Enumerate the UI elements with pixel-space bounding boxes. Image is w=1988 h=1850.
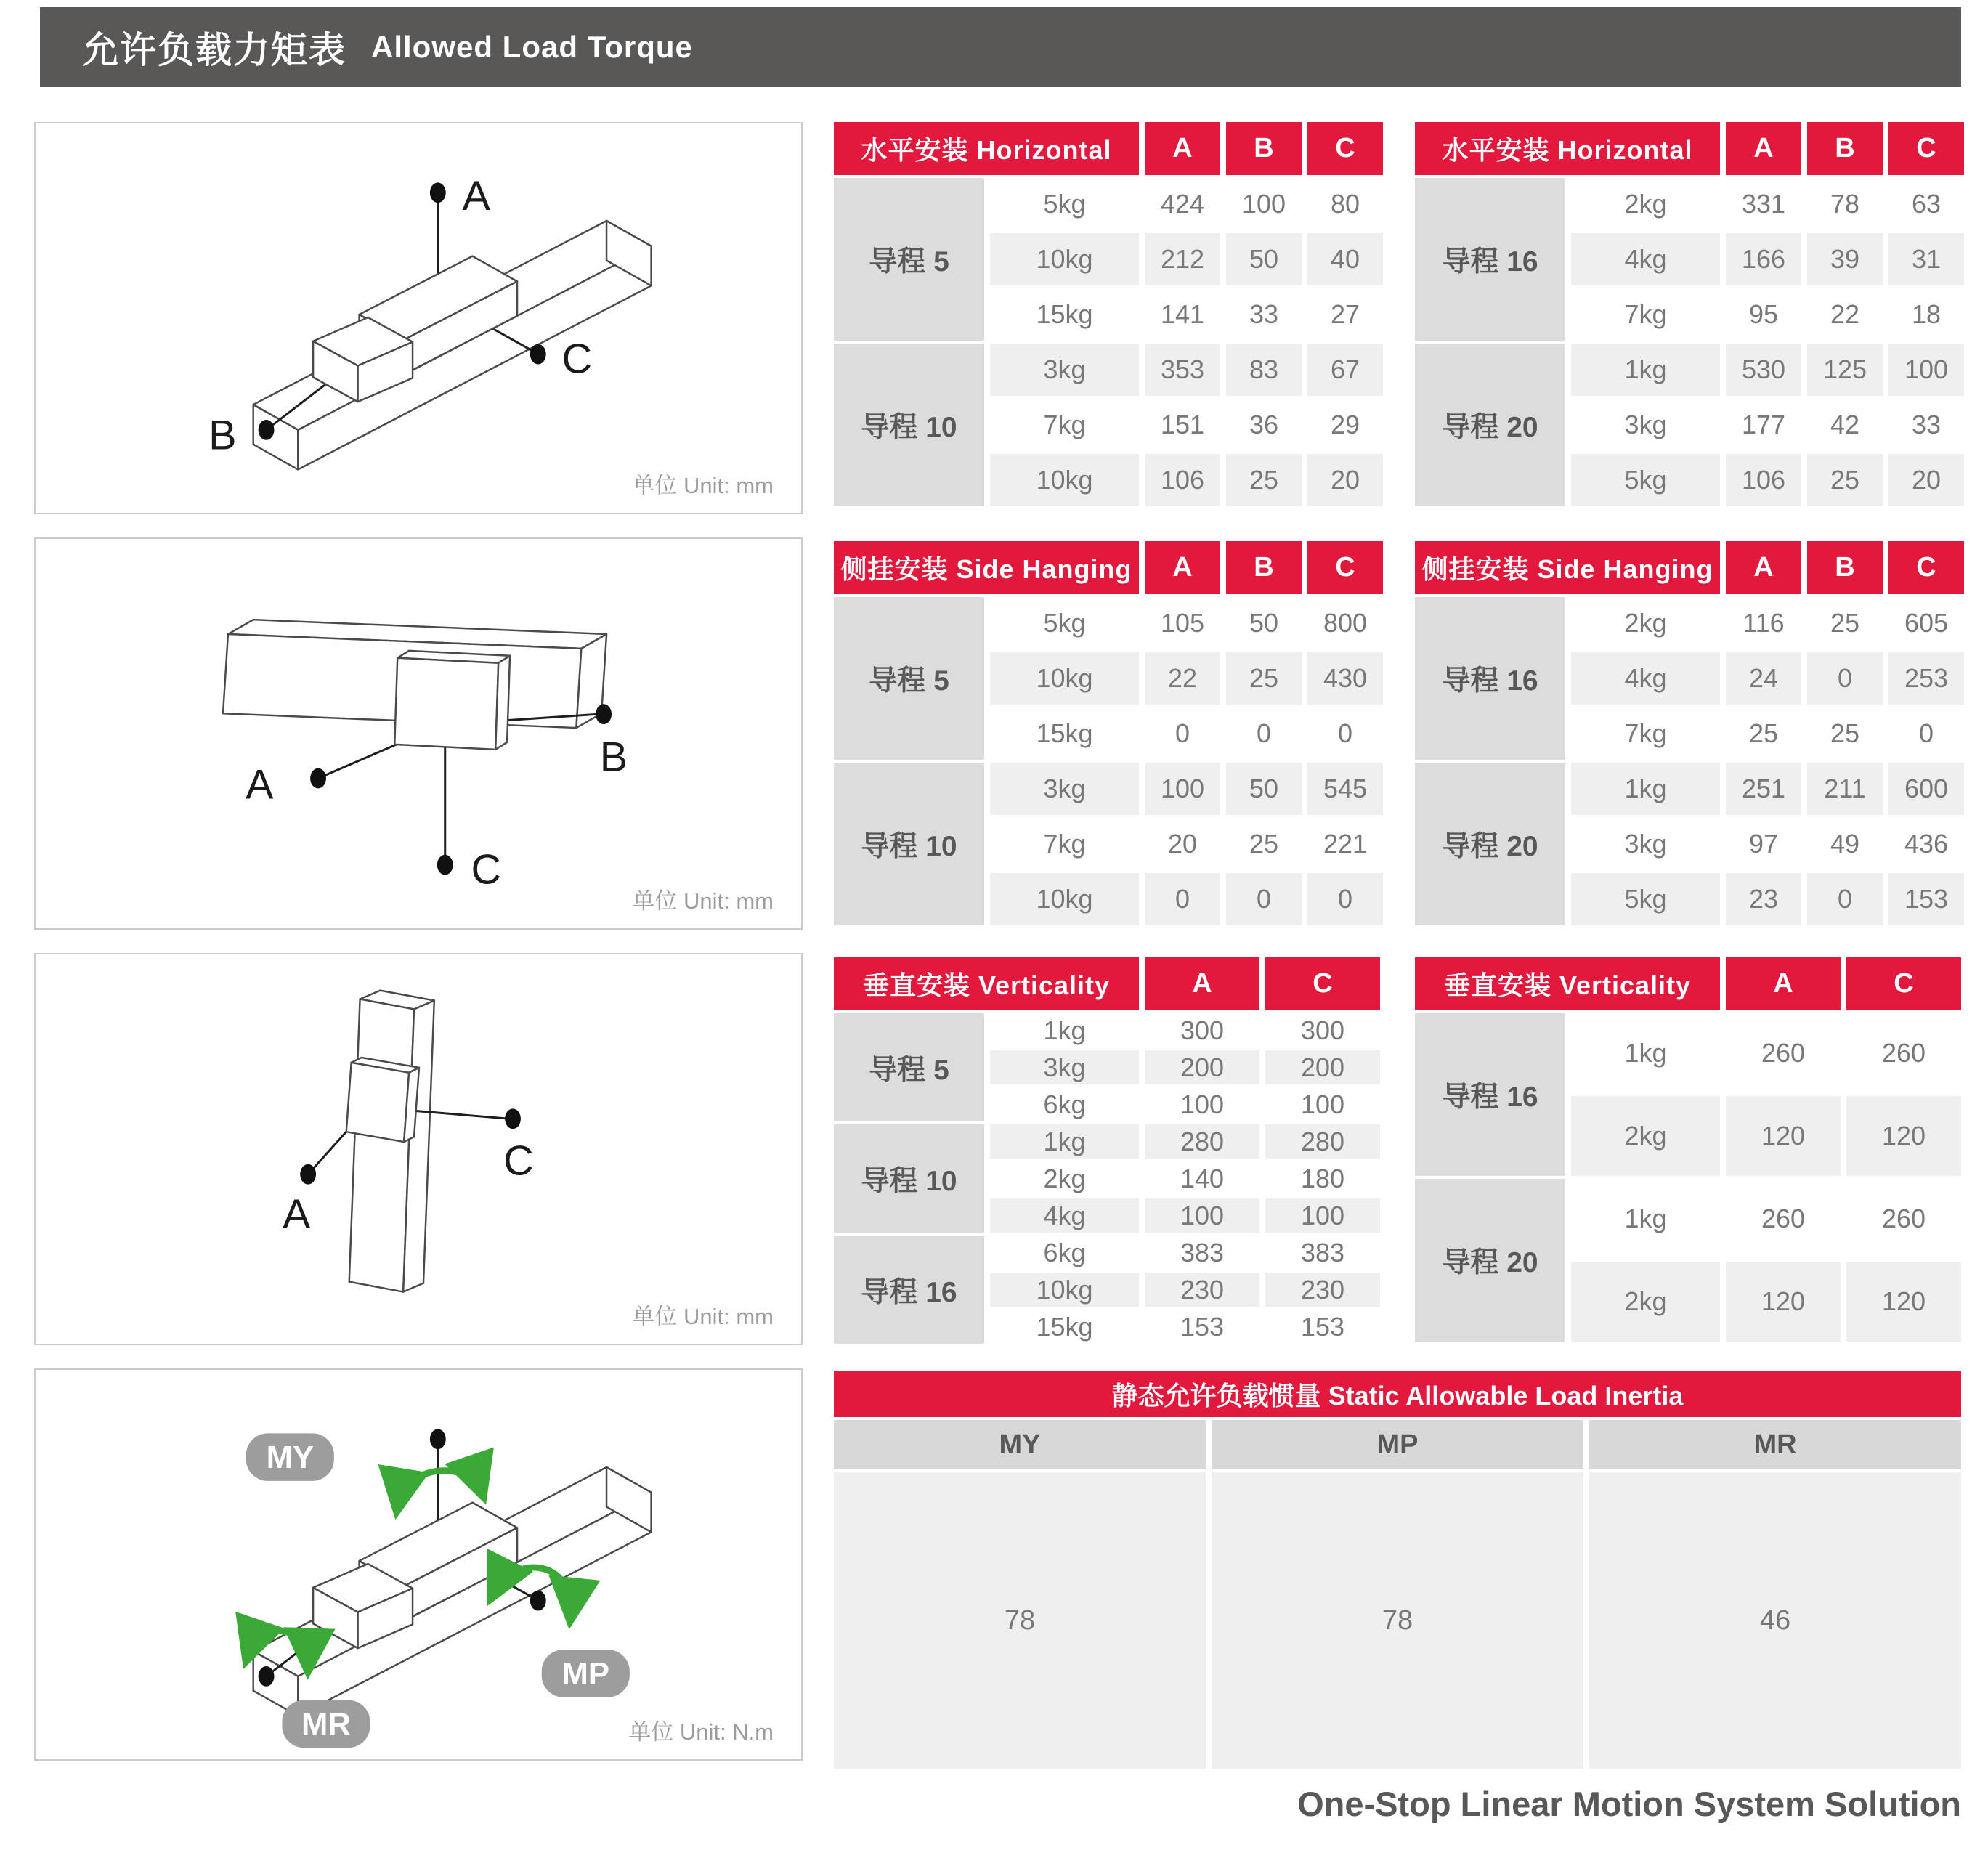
- torque-value-cell: 383: [1145, 1236, 1259, 1270]
- load-mass-cell: 15kg: [990, 1310, 1139, 1344]
- lead-group-cell: 导程 16: [834, 1236, 984, 1344]
- mp-axis-dot: [530, 1591, 546, 1611]
- torque-value-cell: 116: [1726, 597, 1801, 649]
- torque-value-cell: 800: [1307, 597, 1383, 649]
- torque-value-cell: 153: [1888, 873, 1964, 925]
- torque-value-cell: 100: [1145, 1087, 1259, 1121]
- axis-c-dot: [530, 344, 546, 365]
- torque-value-cell: 141: [1145, 288, 1220, 341]
- torque-value-cell: 230: [1145, 1273, 1259, 1307]
- torque-value-cell: 530: [1726, 344, 1801, 396]
- torque-value-cell: 436: [1888, 818, 1964, 870]
- torque-value-cell: 20: [1888, 454, 1964, 506]
- lead-group-cell: 导程 20: [1415, 344, 1565, 506]
- torque-value-cell: 300: [1145, 1013, 1259, 1047]
- torque-value-cell: 25: [1807, 454, 1883, 506]
- unit-caption: 单位 Unit: mm: [632, 888, 774, 914]
- torque-value-cell: 0: [1145, 873, 1220, 925]
- axis-a-label: A: [246, 761, 274, 808]
- page-title-zh: 允许负载力矩表: [82, 30, 346, 70]
- torque-value-cell: 260: [1846, 1179, 1961, 1259]
- torque-value-cell: 260: [1846, 1013, 1961, 1093]
- torque-value-cell: 83: [1226, 344, 1302, 396]
- torque-value-cell: 251: [1726, 763, 1801, 815]
- load-mass-cell: 5kg: [1571, 454, 1720, 506]
- torque-value-cell: 0: [1307, 873, 1383, 925]
- side-hanging-drawing: [36, 539, 801, 928]
- load-mass-cell: 10kg: [990, 233, 1139, 285]
- load-mass-cell: 5kg: [990, 178, 1139, 230]
- torque-value-cell: 67: [1307, 344, 1383, 396]
- unit-caption: 单位 Unit: N.m: [628, 1719, 774, 1745]
- column-header-a: A: [1726, 541, 1801, 594]
- torque-value-cell: 50: [1226, 763, 1302, 815]
- torque-value-cell: 25: [1807, 707, 1883, 760]
- torque-value-cell: 100: [1226, 178, 1302, 230]
- load-mass-cell: 6kg: [990, 1087, 1139, 1121]
- torque-value-cell: 78: [1807, 178, 1883, 230]
- column-header-c: C: [1307, 122, 1383, 175]
- load-mass-cell: 3kg: [1571, 818, 1720, 870]
- column-header-b: B: [1807, 122, 1883, 175]
- torque-value-cell: 221: [1307, 818, 1383, 870]
- load-mass-cell: 1kg: [1571, 763, 1720, 815]
- load-mass-cell: 7kg: [1571, 707, 1720, 760]
- torque-value-cell: 25: [1226, 652, 1302, 705]
- torque-value-cell: 36: [1226, 399, 1302, 451]
- torque-value-cell: 22: [1145, 652, 1220, 705]
- column-header-c: C: [1846, 957, 1961, 1010]
- table-verticality-lead16-20: [1415, 957, 1961, 1342]
- axis-b-dot: [596, 704, 612, 724]
- torque-value-cell: 383: [1265, 1236, 1380, 1270]
- torque-value-cell: 33: [1226, 288, 1302, 341]
- torque-value-cell: 100: [1145, 763, 1220, 815]
- lead-group-cell: 导程 20: [1415, 1179, 1565, 1342]
- torque-value-cell: 200: [1265, 1050, 1380, 1084]
- load-mass-cell: 10kg: [990, 1273, 1139, 1307]
- torque-value-cell: 260: [1726, 1013, 1841, 1093]
- torque-value-cell: 50: [1226, 233, 1302, 285]
- axis-a-dot: [300, 1164, 316, 1185]
- torque-value-cell: 0: [1226, 707, 1302, 760]
- torque-value-cell: 27: [1307, 288, 1383, 341]
- axis-c-dot: [505, 1108, 521, 1129]
- torque-value-cell: 0: [1307, 707, 1383, 760]
- torque-value-cell: 253: [1888, 652, 1964, 705]
- lead-group-cell: 导程 10: [834, 763, 984, 925]
- torque-value-cell: 25: [1726, 707, 1801, 760]
- load-mass-cell: 1kg: [990, 1124, 1139, 1159]
- torque-value-cell: 22: [1807, 288, 1883, 341]
- my-badge: MY: [266, 1439, 315, 1475]
- inertia-value-my: 78: [834, 1472, 1206, 1769]
- load-mass-cell: 7kg: [990, 818, 1139, 870]
- table-side-hanging-lead5-10: [834, 541, 1383, 925]
- torque-value-cell: 151: [1145, 399, 1220, 451]
- load-mass-cell: 4kg: [990, 1198, 1139, 1233]
- torque-value-cell: 63: [1888, 178, 1964, 230]
- table-horizontal-lead5-10: [834, 122, 1383, 506]
- horizontal-mount-drawing: [36, 123, 801, 513]
- load-mass-cell: 1kg: [1571, 1179, 1720, 1259]
- load-mass-cell: 15kg: [990, 288, 1139, 341]
- axis-a-dot: [310, 768, 326, 789]
- mr-axis-dot: [259, 1666, 275, 1687]
- torque-value-cell: 20: [1145, 818, 1220, 870]
- torque-value-cell: 95: [1726, 288, 1801, 341]
- torque-value-cell: 39: [1807, 233, 1883, 285]
- load-mass-cell: 1kg: [1571, 344, 1720, 396]
- torque-value-cell: 600: [1888, 763, 1964, 815]
- torque-value-cell: 153: [1265, 1310, 1380, 1344]
- torque-value-cell: 211: [1807, 763, 1883, 815]
- torque-value-cell: 0: [1807, 652, 1883, 705]
- load-mass-cell: 7kg: [990, 399, 1139, 451]
- table-title: 静态允许负载惯量 Static Allowable Load Inertia: [834, 1371, 1961, 1417]
- lead-group-cell: 导程 5: [834, 597, 984, 760]
- table-static-load-inertia: [834, 1371, 1961, 1769]
- load-mass-cell: 2kg: [1571, 178, 1720, 230]
- torque-value-cell: 50: [1226, 597, 1302, 649]
- diagram-side-hanging-mount: [34, 537, 803, 930]
- torque-value-cell: 29: [1307, 399, 1383, 451]
- moment-axes-drawing: [36, 1370, 801, 1759]
- diagram-moment-axes: [34, 1368, 803, 1761]
- torque-value-cell: 212: [1145, 233, 1220, 285]
- torque-value-cell: 0: [1888, 707, 1964, 760]
- load-mass-cell: 4kg: [1571, 652, 1720, 705]
- torque-value-cell: 430: [1307, 652, 1383, 705]
- load-mass-cell: 3kg: [990, 344, 1139, 396]
- load-mass-cell: 10kg: [990, 652, 1139, 705]
- load-mass-cell: 1kg: [1571, 1013, 1720, 1093]
- axis-c-label: C: [471, 846, 502, 893]
- mr-badge: MR: [301, 1706, 351, 1743]
- load-mass-cell: 1kg: [990, 1013, 1139, 1047]
- lead-group-cell: 导程 20: [1415, 763, 1565, 925]
- column-header-b: B: [1226, 122, 1302, 175]
- torque-value-cell: 40: [1307, 233, 1383, 285]
- torque-value-cell: 545: [1307, 763, 1383, 815]
- torque-value-cell: 31: [1888, 233, 1964, 285]
- page-title-bar: [40, 7, 1961, 87]
- load-mass-cell: 10kg: [990, 873, 1139, 925]
- load-mass-cell: 5kg: [990, 597, 1139, 649]
- unit-caption: 单位 Unit: mm: [632, 473, 774, 498]
- torque-value-cell: 331: [1726, 178, 1801, 230]
- torque-value-cell: 106: [1726, 454, 1801, 506]
- lead-group-cell: 导程 5: [834, 178, 984, 341]
- load-mass-cell: 4kg: [1571, 233, 1720, 285]
- torque-value-cell: 97: [1726, 818, 1801, 870]
- torque-value-cell: 280: [1265, 1124, 1380, 1159]
- vertical-mount-drawing: [36, 954, 801, 1344]
- torque-value-cell: 20: [1307, 454, 1383, 506]
- load-mass-cell: 3kg: [1571, 399, 1720, 451]
- load-mass-cell: 7kg: [1571, 288, 1720, 341]
- torque-value-cell: 605: [1888, 597, 1964, 649]
- torque-value-cell: 0: [1807, 873, 1883, 925]
- table-side-hanging-lead16-20: [1415, 541, 1964, 925]
- table-title: 水平安装 Horizontal: [834, 122, 1139, 175]
- column-header-a: A: [1726, 122, 1801, 175]
- lead-group-cell: 导程 10: [834, 1124, 984, 1233]
- table-title: 水平安装 Horizontal: [1415, 122, 1720, 175]
- axis-c-dot: [437, 855, 453, 875]
- column-header-b: B: [1807, 541, 1883, 594]
- torque-value-cell: 80: [1307, 178, 1383, 230]
- my-rotation-arrow: [397, 1471, 482, 1507]
- column-header-a: A: [1145, 957, 1259, 1010]
- torque-value-cell: 120: [1846, 1262, 1961, 1342]
- column-header-a: A: [1145, 541, 1220, 594]
- torque-value-cell: 0: [1145, 707, 1220, 760]
- table-title: 垂直安装 Verticality: [1415, 957, 1720, 1010]
- torque-value-cell: 42: [1807, 399, 1883, 451]
- torque-value-cell: 18: [1888, 288, 1964, 341]
- load-mass-cell: 2kg: [1571, 1096, 1720, 1176]
- column-header-mr: MR: [1589, 1420, 1961, 1469]
- footer-slogan: One-Stop Linear Motion System Solution: [1297, 1785, 1961, 1823]
- torque-value-cell: 120: [1726, 1262, 1841, 1342]
- torque-value-cell: 200: [1145, 1050, 1259, 1084]
- axis-c-label: C: [503, 1137, 534, 1185]
- torque-value-cell: 24: [1726, 652, 1801, 705]
- lead-group-cell: 导程 5: [834, 1013, 984, 1121]
- torque-value-cell: 100: [1265, 1198, 1380, 1233]
- mp-badge: MP: [561, 1655, 610, 1692]
- torque-value-cell: 100: [1145, 1198, 1259, 1233]
- column-header-c: C: [1265, 957, 1380, 1010]
- page-title-en: Allowed Load Torque: [371, 30, 693, 64]
- load-mass-cell: 5kg: [1571, 873, 1720, 925]
- axis-b-dot: [259, 420, 275, 440]
- torque-value-cell: 260: [1726, 1179, 1841, 1259]
- column-header-mp: MP: [1212, 1420, 1583, 1469]
- my-axis-dot: [430, 1429, 446, 1449]
- load-mass-cell: 2kg: [1571, 597, 1720, 649]
- axis-b-label: B: [599, 734, 628, 781]
- axis-b-label: B: [208, 412, 237, 459]
- diagram-vertical-mount: [34, 953, 803, 1345]
- torque-value-cell: 177: [1726, 399, 1801, 451]
- torque-value-cell: 49: [1807, 818, 1883, 870]
- load-mass-cell: 3kg: [990, 763, 1139, 815]
- torque-value-cell: 106: [1145, 454, 1220, 506]
- load-mass-cell: 3kg: [990, 1050, 1139, 1084]
- torque-value-cell: 100: [1888, 344, 1964, 396]
- table-verticality-lead5-10-16: [834, 957, 1380, 1344]
- torque-value-cell: 100: [1265, 1087, 1380, 1121]
- column-header-c: C: [1307, 541, 1383, 594]
- diagram-horizontal-mount: [34, 122, 803, 514]
- table-title: 垂直安装 Verticality: [834, 957, 1139, 1010]
- torque-value-cell: 23: [1726, 873, 1801, 925]
- lead-group-cell: 导程 16: [1415, 597, 1565, 760]
- torque-value-cell: 105: [1145, 597, 1220, 649]
- column-header-b: B: [1226, 541, 1302, 594]
- column-header-my: MY: [834, 1420, 1206, 1469]
- table-horizontal-lead16-20: [1415, 122, 1964, 506]
- torque-value-cell: 120: [1726, 1096, 1841, 1176]
- column-header-a: A: [1726, 957, 1841, 1010]
- load-mass-cell: 6kg: [990, 1236, 1139, 1270]
- torque-value-cell: 230: [1265, 1273, 1380, 1307]
- torque-value-cell: 353: [1145, 344, 1220, 396]
- torque-value-cell: 25: [1226, 454, 1302, 506]
- axis-a-dot: [430, 182, 446, 203]
- table-title: 侧挂安装 Side Hanging: [1415, 541, 1720, 594]
- load-mass-cell: 10kg: [990, 454, 1139, 506]
- lead-group-cell: 导程 16: [1415, 178, 1565, 341]
- torque-value-cell: 0: [1226, 873, 1302, 925]
- load-mass-cell: 2kg: [990, 1161, 1139, 1196]
- axis-a-label: A: [462, 173, 490, 220]
- torque-value-cell: 140: [1145, 1161, 1259, 1196]
- torque-value-cell: 120: [1846, 1096, 1961, 1176]
- column-header-c: C: [1888, 541, 1964, 594]
- torque-value-cell: 300: [1265, 1013, 1380, 1047]
- lead-group-cell: 导程 10: [834, 344, 984, 506]
- torque-value-cell: 166: [1726, 233, 1801, 285]
- table-title: 侧挂安装 Side Hanging: [834, 541, 1139, 594]
- torque-value-cell: 153: [1145, 1310, 1259, 1344]
- lead-group-cell: 导程 16: [1415, 1013, 1565, 1176]
- torque-value-cell: 25: [1807, 597, 1883, 649]
- load-mass-cell: 2kg: [1571, 1262, 1720, 1342]
- unit-caption: 单位 Unit: mm: [632, 1304, 774, 1329]
- column-header-c: C: [1888, 122, 1964, 175]
- torque-value-cell: 280: [1145, 1124, 1259, 1159]
- inertia-value-mp: 78: [1212, 1472, 1583, 1769]
- torque-value-cell: 125: [1807, 344, 1883, 396]
- column-header-a: A: [1145, 122, 1220, 175]
- torque-value-cell: 424: [1145, 178, 1220, 230]
- torque-value-cell: 25: [1226, 818, 1302, 870]
- axis-a-label: A: [283, 1191, 311, 1238]
- axis-c-label: C: [561, 336, 593, 383]
- torque-value-cell: 33: [1888, 399, 1964, 451]
- load-mass-cell: 15kg: [990, 707, 1139, 760]
- inertia-value-mr: 46: [1589, 1472, 1961, 1769]
- torque-value-cell: 180: [1265, 1161, 1380, 1196]
